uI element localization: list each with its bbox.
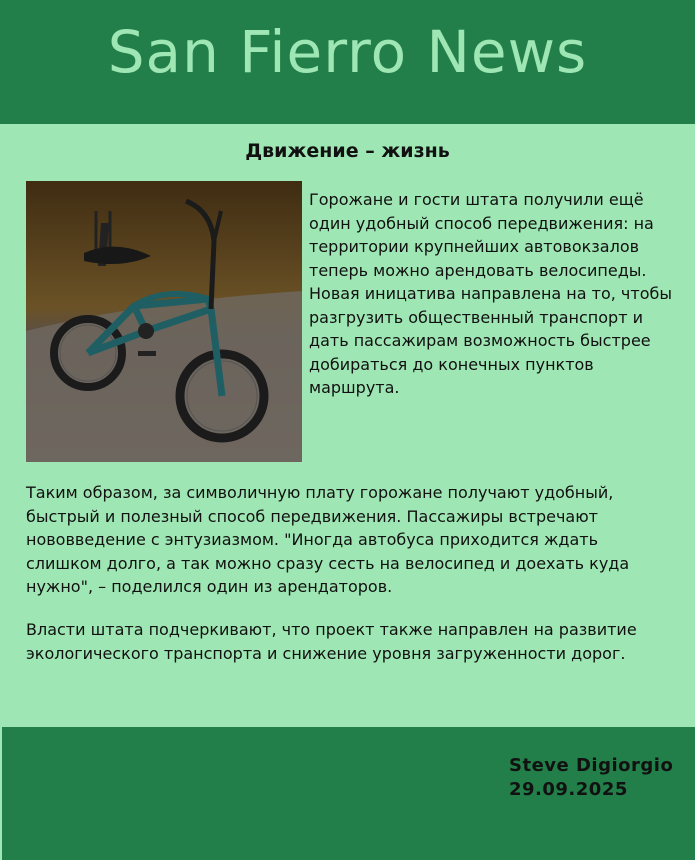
bicycle-icon — [26, 181, 302, 462]
header-banner — [0, 0, 695, 124]
article-paragraph-1: Горожане и гости штата получили ещё один удобный способ передвижения: на территории крупнейших автовокзалов теперь можно арендовать велосипеды. Новая иницатива направлена на то, чтобы разгрузить общественный транспорт и дать пассажирам возможность быстрее добираться до конечных пунктов маршрута. — [309, 190, 672, 397]
article-paragraph-3: Власти штата подчеркивают, что проект также направлен на развитие экологического транспорта и снижение уровня загруженности дорог. — [26, 620, 637, 663]
signature-block — [509, 754, 673, 802]
article-paragraph-2: Таким образом, за символичную плату горожане получают удобный, быстрый и полезный способ передвижения. Пассажиры встречают нововведение с энтузиазмом. "Иногда автобуса приходится ждать слишком долго, а так можно сразу сесть на велосипед и доехать куда нужно", – поделился один из арендаторов. — [26, 483, 630, 596]
masthead-title: San Fierro News — [107, 18, 588, 86]
article-photo — [26, 181, 302, 462]
article-headline: Движение – жизнь — [245, 140, 450, 162]
author-name: Steve Digiorgio — [509, 755, 674, 776]
publish-date: 29.09.2025 — [509, 779, 628, 800]
